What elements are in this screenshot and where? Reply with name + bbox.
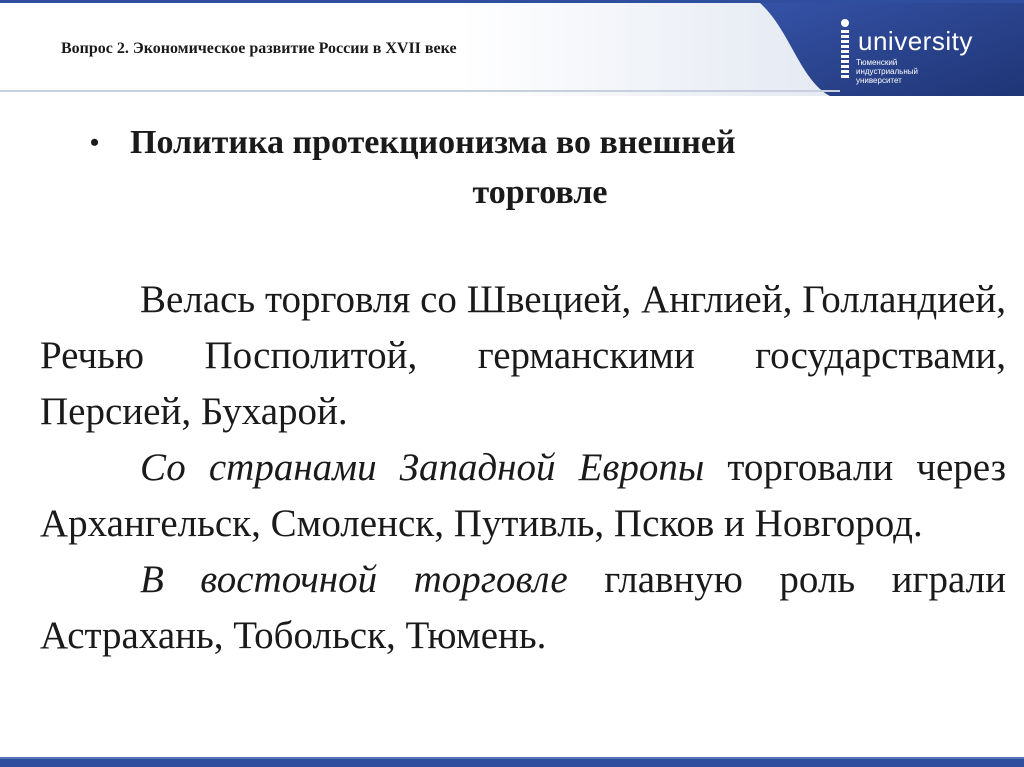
- slide-heading: [90, 118, 970, 218]
- slide-body: [40, 272, 1006, 664]
- logo-wordmark: university: [858, 26, 973, 56]
- logo-subtitle-line: университет: [856, 76, 902, 85]
- paragraph-western-trade: [40, 440, 1006, 552]
- university-logo-icon: [834, 18, 856, 86]
- logo-subtitle-line: индустриальный: [856, 67, 918, 76]
- paragraph-text: главную роль играли Астрахань, Тобольск, Тюмень.: [40, 558, 1006, 657]
- bullet-icon: •: [90, 128, 100, 157]
- paragraph-text: торговали через Архангельск, Смоленск, Путивль, Псков и Новгород.: [40, 446, 1006, 545]
- slide-header-title: Вопрос 2. Экономическое развитие России в XVII веке: [61, 40, 457, 57]
- footer-bar: [0, 757, 1024, 767]
- paragraph-text: Велась торговля со Швецией, Англией, Голландией, Речью Посполитой, германскими государствами, Персией, Бухарой.: [40, 278, 1006, 433]
- logo-subtitle-line: Тюменский: [856, 58, 898, 67]
- paragraph-emphasis: В восточной торговле: [140, 558, 568, 601]
- logo-subtitle: [856, 58, 918, 85]
- paragraph-eastern-trade: [40, 552, 1006, 664]
- slide-header: [0, 0, 1024, 96]
- heading-line-1: [90, 118, 970, 168]
- university-logo: [832, 16, 1012, 88]
- heading-line-2: торговле: [472, 174, 608, 211]
- paragraph-emphasis: Со странами Западной Европы: [140, 446, 705, 489]
- paragraph-trade-partners: [40, 272, 1006, 440]
- heading-text-1: Политика протекционизма во внешней: [130, 124, 736, 161]
